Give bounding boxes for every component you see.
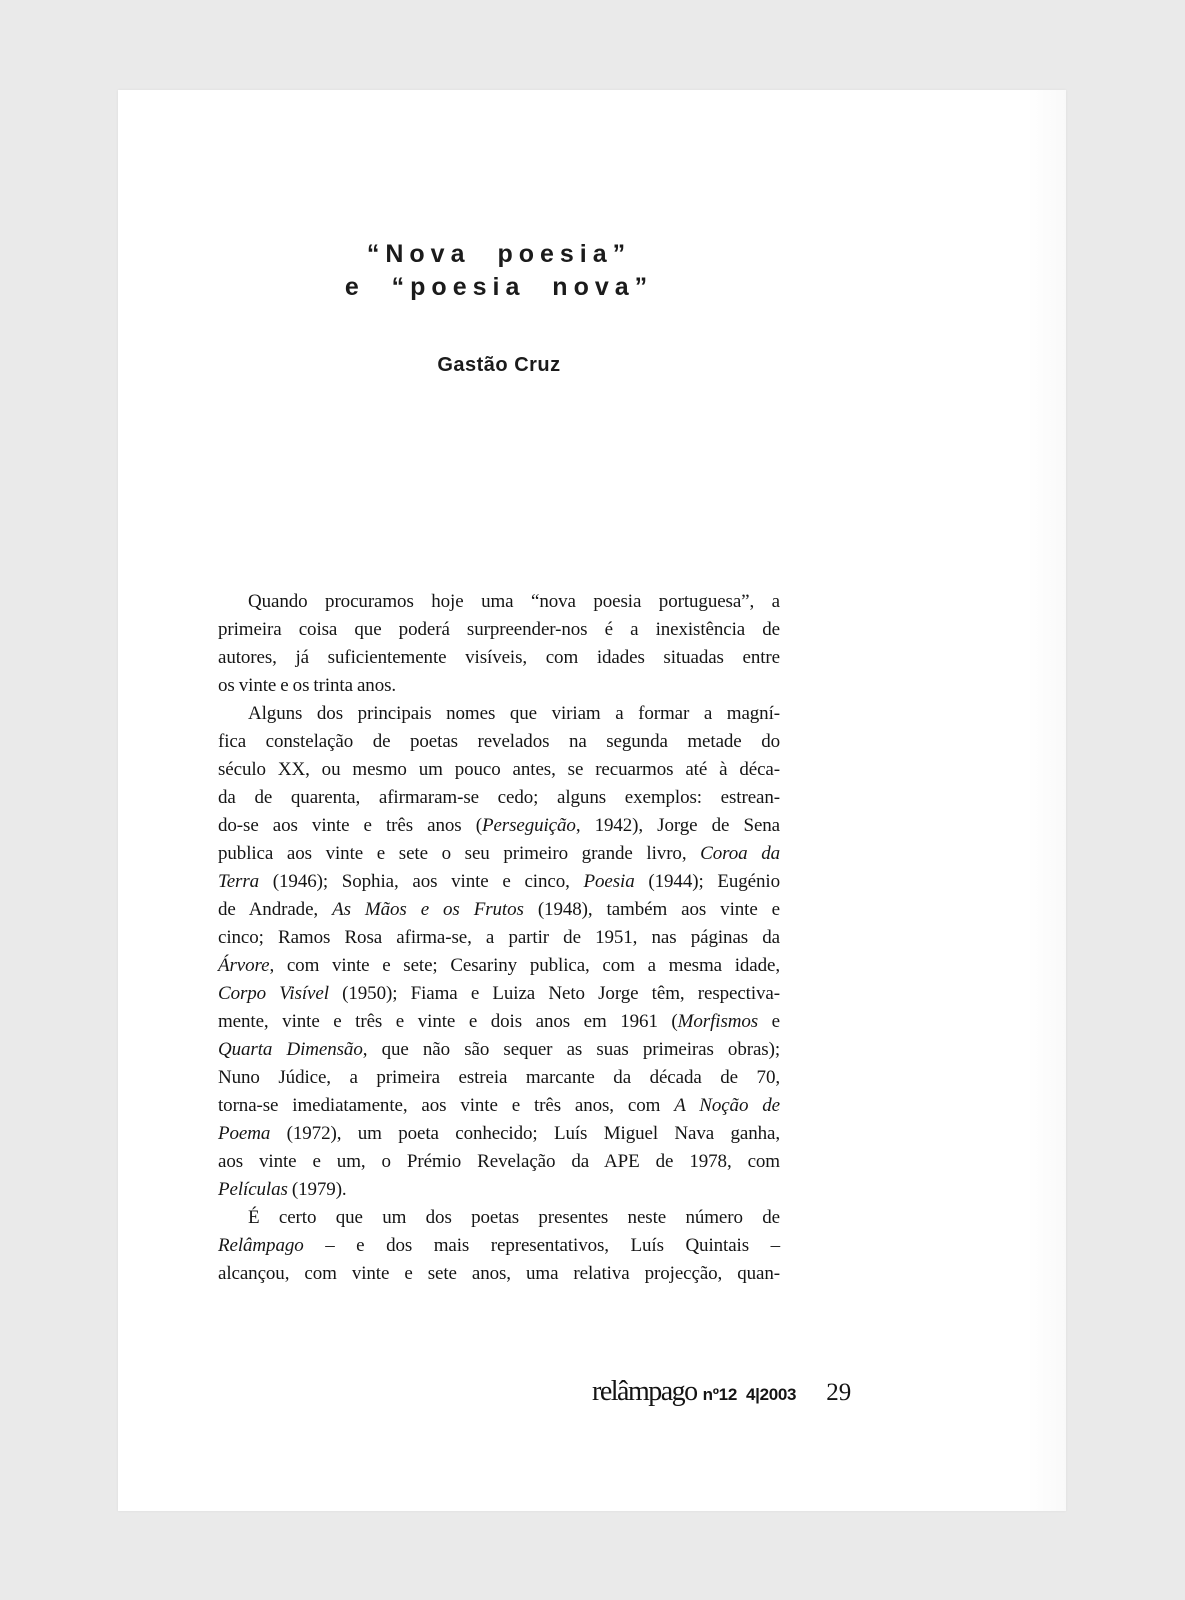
body-line: aos vinte e um, o Prémio Revelação da APE de 1978, com (218, 1151, 780, 1172)
page-number: 29 (826, 1379, 852, 1406)
body-line: Árvore, com vinte e sete; Cesariny publica, com a mesma idade, (218, 955, 780, 976)
body-line: alcançou, com vinte e sete anos, uma relativa projecção, quan- (218, 1263, 780, 1284)
body-line: Poema (1972), um poeta conhecido; Luís Miguel Nava ganha, (218, 1123, 780, 1144)
body-line: Alguns dos principais nomes que viriam a formar a magní- (248, 703, 780, 724)
title-block (218, 238, 780, 304)
body-line: cinco; Ramos Rosa afirma-se, a partir de 1951, nas páginas da (218, 927, 780, 948)
title-line-2: e “poesia nova” (344, 273, 654, 301)
author-name: Gastão Cruz (437, 354, 561, 376)
journal-logo: relâmpago (592, 1376, 697, 1407)
body-line: século XX, ou mesmo um pouco antes, se recuarmos até à déca- (218, 759, 780, 780)
body-line: torna-se imediatamente, aos vinte e três anos, com A Noção de (218, 1095, 780, 1116)
body-line: Películas (1979). (218, 1179, 347, 1200)
body-text (218, 588, 780, 1288)
document-page (118, 90, 1066, 1511)
footer (592, 1376, 851, 1408)
body-line: Corpo Visível (1950); Fiama e Luiza Neto Jorge têm, respectiva- (218, 983, 780, 1004)
body-line: mente, vinte e três e vinte e dois anos em 1961 (Morfismos e (218, 1011, 780, 1032)
body-line: publica aos vinte e sete o seu primeiro grande livro, Coroa da (218, 843, 780, 864)
body-line: da de quarenta, afirmaram-se cedo; alguns exemplos: estrean- (218, 787, 780, 808)
body-line: primeira coisa que poderá surpreender-nos é a inexistência de (218, 619, 780, 640)
body-line: É certo que um dos poetas presentes neste número de (248, 1207, 780, 1228)
body-line: do-se aos vinte e três anos (Perseguição, 1942), Jorge de Sena (218, 815, 781, 836)
body-line: Relâmpago – e dos mais representativos, Luís Quintais – (218, 1235, 780, 1256)
body-line: Quarta Dimensão, que não são sequer as suas primeiras obras); (218, 1039, 780, 1060)
issue-number: nº12 (702, 1385, 737, 1404)
issue-date: 4|2003 (745, 1385, 797, 1404)
title-line-1: “Nova poesia” (366, 240, 632, 268)
body-line: os vinte e os trinta anos. (218, 675, 397, 696)
body-line: Nuno Júdice, a primeira estreia marcante da década de 70, (218, 1067, 780, 1088)
body-line: Terra (1946); Sophia, aos vinte e cinco, Poesia (1944); Eugénio (218, 871, 780, 892)
body-line: Quando procuramos hoje uma “nova poesia portuguesa”, a (248, 591, 780, 612)
body-line: de Andrade, As Mãos e os Frutos (1948), também aos vinte e (218, 899, 780, 920)
body-line: fica constelação de poetas revelados na segunda metade do (218, 731, 780, 752)
body-line: autores, já suficientemente visíveis, com idades situadas entre (218, 647, 780, 668)
